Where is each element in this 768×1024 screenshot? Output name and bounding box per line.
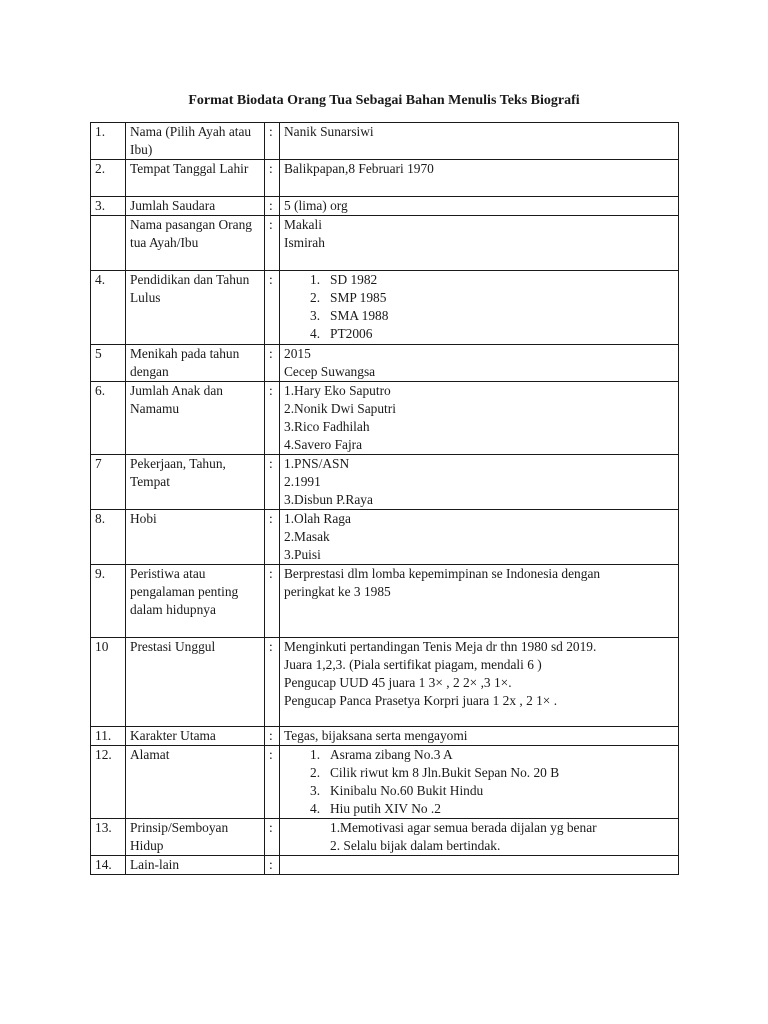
row-colon: : — [265, 510, 280, 565]
value-line: Juara 1,2,3. (Piala sertifikat piagam, mendali 6 ) — [284, 657, 542, 672]
row-label: Jumlah Saudara — [126, 197, 265, 216]
row-colon: : — [265, 216, 280, 271]
biodata-table — [90, 122, 679, 875]
list-number: 1. — [310, 272, 321, 287]
row-label: Pendidikan dan Tahun Lulus — [126, 271, 265, 345]
list-number: 3. — [310, 308, 321, 323]
row-colon: : — [265, 638, 280, 727]
row-label: Menikah pada tahun dengan — [126, 345, 265, 382]
row-label: Hobi — [126, 510, 265, 565]
row-number: 7 — [91, 455, 126, 510]
value-line: Berprestasi dlm lomba kepemimpinan se Indonesia dengan — [284, 566, 601, 581]
list-text: SMA 1988 — [330, 308, 389, 323]
row-value — [280, 271, 679, 345]
value-line: 2015 — [284, 346, 311, 361]
list-number: 2. — [310, 765, 321, 780]
row-colon: : — [265, 819, 280, 856]
row-colon: : — [265, 565, 280, 638]
list-text: Cilik riwut km 8 Jln.Bukit Sepan No. 20 B — [330, 765, 560, 780]
table-row — [91, 455, 679, 510]
row-value — [280, 856, 679, 875]
list-text: PT2006 — [330, 326, 373, 341]
row-colon: : — [265, 271, 280, 345]
row-value — [280, 638, 679, 727]
value-line: Ismirah — [284, 235, 325, 250]
row-label: Karakter Utama — [126, 727, 265, 746]
row-label: Prestasi Unggul — [126, 638, 265, 727]
row-label: Nama pasangan Orang tua Ayah/Ibu — [126, 216, 265, 271]
row-value — [280, 565, 679, 638]
list-item — [284, 764, 674, 782]
row-value: 5 (lima) org — [280, 197, 679, 216]
row-colon: : — [265, 345, 280, 382]
table-row — [91, 382, 679, 455]
table-row — [91, 123, 679, 160]
table-row — [91, 216, 679, 271]
row-number — [91, 216, 126, 271]
list-text: SMP 1985 — [330, 290, 387, 305]
value-line: 2.Nonik Dwi Saputri — [284, 401, 396, 416]
table-row — [91, 197, 679, 216]
list-number: 1. — [310, 747, 321, 762]
row-value — [280, 216, 679, 271]
table-row — [91, 565, 679, 638]
row-value — [280, 455, 679, 510]
table-row — [91, 727, 679, 746]
row-number: 2. — [91, 160, 126, 197]
value-line: 1.PNS/ASN — [284, 456, 350, 471]
row-label: Peristiwa atau pengalaman penting dalam hidupnya — [126, 565, 265, 638]
list-number: 3. — [310, 783, 321, 798]
value-line: 4.Savero Fajra — [284, 437, 363, 452]
row-number: 14. — [91, 856, 126, 875]
table-row — [91, 819, 679, 856]
value-line: Cecep Suwangsa — [284, 364, 376, 379]
row-number: 5 — [91, 345, 126, 382]
list-text: Hiu putih XIV No .2 — [330, 801, 441, 816]
value-line: 2. Selalu bijak dalam bertindak. — [330, 838, 501, 853]
document-title: Format Biodata Orang Tua Sebagai Bahan Menulis Teks Biografi — [188, 93, 580, 108]
list-item — [284, 289, 674, 307]
table-row — [91, 856, 679, 875]
row-colon: : — [265, 455, 280, 510]
row-colon: : — [265, 856, 280, 875]
list-number: 4. — [310, 801, 321, 816]
value-line: 3.Puisi — [284, 547, 321, 562]
row-colon: : — [265, 160, 280, 197]
value-line: Makali — [284, 217, 322, 232]
table-row — [91, 271, 679, 345]
row-colon: : — [265, 197, 280, 216]
list-text: Kinibalu No.60 Bukit Hindu — [330, 783, 484, 798]
row-label: Prinsip/Semboyan Hidup — [126, 819, 265, 856]
row-number: 13. — [91, 819, 126, 856]
value-line: peringkat ke 3 1985 — [284, 584, 391, 599]
row-number: 1. — [91, 123, 126, 160]
row-label: Alamat — [126, 746, 265, 819]
value-line: 1.Olah Raga — [284, 511, 351, 526]
list-item — [284, 746, 674, 764]
list-item — [284, 782, 674, 800]
row-value — [280, 382, 679, 455]
row-value — [280, 819, 679, 856]
value-line: 2.1991 — [284, 474, 321, 489]
row-colon: : — [265, 746, 280, 819]
row-number: 4. — [91, 271, 126, 345]
table-row — [91, 160, 679, 197]
row-number: 9. — [91, 565, 126, 638]
row-value: Nanik Sunarsiwi — [280, 123, 679, 160]
address-list — [284, 746, 674, 818]
row-number: 3. — [91, 197, 126, 216]
value-line: 3.Disbun P.Raya — [284, 492, 373, 507]
row-colon: : — [265, 382, 280, 455]
row-number: 8. — [91, 510, 126, 565]
value-line: Pengucap Panca Prasetya Korpri juara 1 2x , 2 1× . — [284, 693, 558, 708]
list-number: 4. — [310, 326, 321, 341]
value-line: 1.Hary Eko Saputro — [284, 383, 391, 398]
education-list — [284, 271, 674, 343]
row-label: Pekerjaan, Tahun, Tempat — [126, 455, 265, 510]
value-line: Menginkuti pertandingan Tenis Meja dr thn 1980 sd 2019. — [284, 639, 597, 654]
value-line: 3.Rico Fadhilah — [284, 419, 370, 434]
row-label: Nama (Pilih Ayah atau Ibu) — [126, 123, 265, 160]
row-value: Balikpapan,8 Februari 1970 — [280, 160, 679, 197]
row-value — [280, 345, 679, 382]
row-value — [280, 746, 679, 819]
list-item — [284, 307, 674, 325]
table-row — [91, 345, 679, 382]
value-line: Pengucap UUD 45 juara 1 3× , 2 2× ,3 1×. — [284, 675, 512, 690]
list-text: SD 1982 — [330, 272, 378, 287]
list-text: Asrama zibang No.3 A — [330, 747, 453, 762]
list-item — [284, 800, 674, 818]
row-colon: : — [265, 123, 280, 160]
table-row — [91, 638, 679, 727]
row-number: 6. — [91, 382, 126, 455]
list-item — [284, 271, 674, 289]
list-number: 2. — [310, 290, 321, 305]
row-colon: : — [265, 727, 280, 746]
value-line: 2.Masak — [284, 529, 330, 544]
row-label: Jumlah Anak dan Namamu — [126, 382, 265, 455]
value-line: 1.Memotivasi agar semua berada dijalan yg benar — [330, 820, 597, 835]
table-row — [91, 746, 679, 819]
list-item — [284, 325, 674, 343]
row-label: Tempat Tanggal Lahir — [126, 160, 265, 197]
row-value — [280, 510, 679, 565]
row-value: Tegas, bijaksana serta mengayomi — [280, 727, 679, 746]
row-number: 11. — [91, 727, 126, 746]
row-label: Lain-lain — [126, 856, 265, 875]
table-row — [91, 510, 679, 565]
row-number: 12. — [91, 746, 126, 819]
row-number: 10 — [91, 638, 126, 727]
